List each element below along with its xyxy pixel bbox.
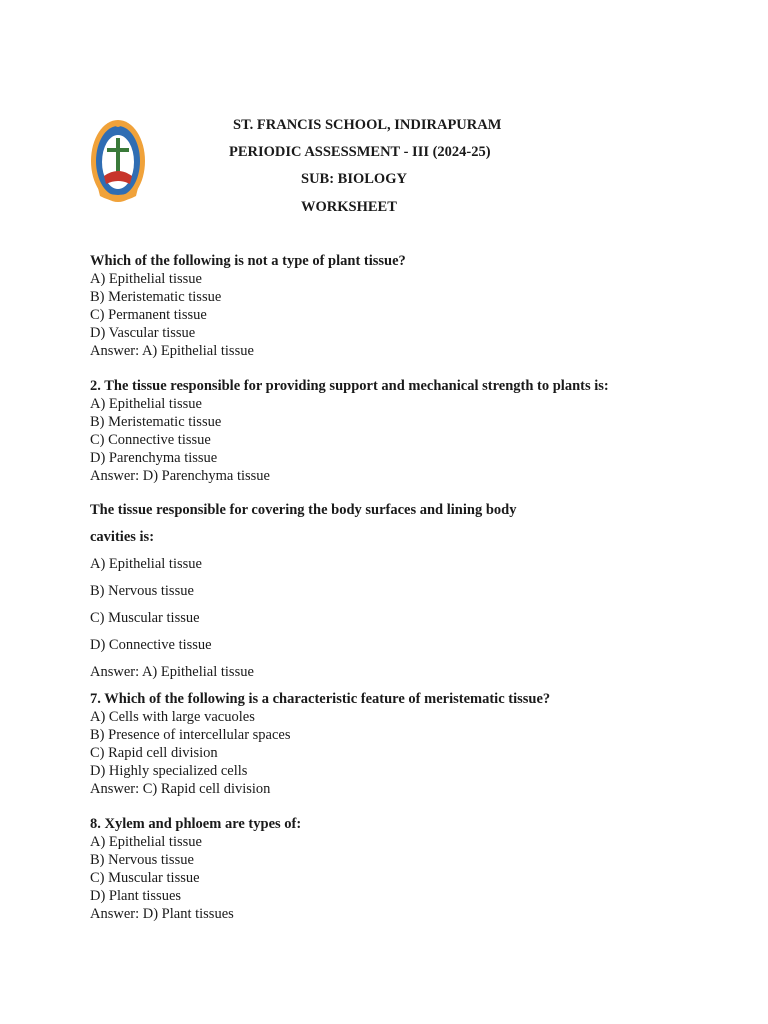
option: A) Epithelial tissue — [90, 556, 202, 572]
school-name: ST. FRANCIS SCHOOL, INDIRAPURAM — [233, 117, 502, 133]
question-title: Which of the following is not a type of plant tissue? — [90, 253, 406, 269]
answer: Answer: D) Parenchyma tissue — [90, 468, 270, 484]
question-block — [90, 815, 301, 923]
option: D) Connective tissue — [90, 637, 212, 653]
answer: Answer: A) Epithelial tissue — [90, 664, 254, 680]
option: B) Meristematic tissue — [90, 414, 222, 430]
option: D) Vascular tissue — [90, 325, 196, 341]
option: A) Epithelial tissue — [90, 834, 202, 850]
school-logo — [90, 118, 146, 204]
answer: Answer: C) Rapid cell division — [90, 781, 271, 797]
question-block — [90, 252, 406, 360]
option: D) Parenchyma tissue — [90, 450, 218, 466]
option: C) Permanent tissue — [90, 307, 207, 323]
subject-label: SUB: BIOLOGY — [301, 171, 407, 187]
option: C) Muscular tissue — [90, 610, 200, 626]
question-block — [90, 497, 516, 686]
option: A) Epithelial tissue — [90, 271, 202, 287]
option: D) Highly specialized cells — [90, 763, 248, 779]
answer: Answer: A) Epithelial tissue — [90, 343, 254, 359]
question-title: 8. Xylem and phloem are types of: — [90, 816, 302, 832]
question-title: 2. The tissue responsible for providing support and mechanical strength to plants is: — [90, 378, 609, 394]
option: D) Plant tissues — [90, 888, 182, 904]
answer: Answer: D) Plant tissues — [90, 906, 234, 922]
question-block — [90, 690, 550, 798]
question-title: 7. Which of the following is a characteristic feature of meristematic tissue? — [90, 691, 551, 707]
question-block — [90, 377, 609, 485]
option: B) Nervous tissue — [90, 583, 194, 599]
option: B) Nervous tissue — [90, 852, 194, 868]
question-title-continued: cavities is: — [90, 529, 155, 545]
option: A) Cells with large vacuoles — [90, 709, 255, 725]
option: C) Muscular tissue — [90, 870, 200, 886]
option: A) Epithelial tissue — [90, 396, 202, 412]
option: B) Presence of intercellular spaces — [90, 727, 291, 743]
document-type: WORKSHEET — [301, 199, 397, 215]
option: C) Rapid cell division — [90, 745, 218, 761]
assessment-title: PERIODIC ASSESSMENT - III (2024-25) — [229, 144, 491, 160]
option: C) Connective tissue — [90, 432, 211, 448]
option: B) Meristematic tissue — [90, 289, 222, 305]
question-title: The tissue responsible for covering the body surfaces and lining body — [90, 502, 517, 518]
